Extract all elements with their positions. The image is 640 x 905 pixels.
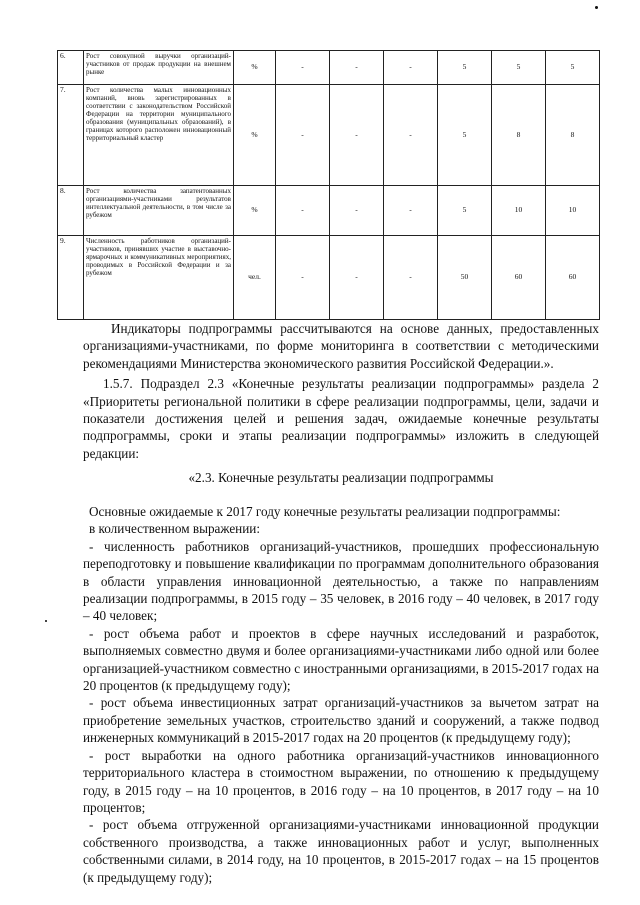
value-cell: 50	[438, 236, 492, 320]
value-cell: -	[384, 85, 438, 186]
text-block-2	[83, 503, 599, 886]
value-cell: -	[330, 85, 384, 186]
table-row	[58, 186, 600, 236]
list-item: - рост выработки на одного работника организаций-участников инновационного территориального кластера в стоимостном выражении, по отношению к предыдущему году, в 2015 году – на 10 процентов, в 2016 году – на 10 процентов, в 2017 году – на 10 процентов;	[83, 747, 599, 815]
paragraph-indicators-note: Индикаторы подпрограммы рассчитываются на основе данных, предоставленных организациями-участниками, по форме мониторинга в соответствии с методическими рекомендациями Министерства экономического развития Российской Федерации.».	[83, 321, 599, 371]
row-number: 7.	[58, 85, 84, 186]
value-cell: -	[276, 186, 330, 236]
list-item: - рост объема работ и проектов в сфере научных исследований и разработок, выполняемых совместно двумя и более организациями-участниками либо одной или более организацией-участником совместно с иностранными организациями, в 2015-2017 годах на 20 процентов (к предыдущему году);	[83, 625, 599, 694]
value-cell: -	[330, 51, 384, 85]
page-dot-mark	[595, 6, 598, 9]
indicator-name: Рост совокупной выручки организаций-участников от продаж продукции на внешнем рынке	[84, 51, 234, 85]
table-row	[58, 51, 600, 85]
value-cell: 5	[546, 51, 600, 85]
indicators-table	[57, 50, 600, 320]
value-cell: 5	[438, 85, 492, 186]
paragraph-amendment: 1.5.7. Подраздел 2.3 «Конечные результаты реализации подпрограммы» раздела 2 «Приоритеты региональной политики в сфере реализации подпрограммы, цели, задачи и показатели достижения целей и решения задач, ожидаемые конечные результаты подпрограммы, сроки и этапы реализации подпрограммы» изложить в следующей редакции:	[83, 376, 599, 461]
value-cell: 60	[546, 236, 600, 320]
value-cell: 5	[492, 51, 546, 85]
list-item: - рост объема отгруженной организациями-участниками инновационной продукции собственного производства, а также инновационных работ и услуг, выполненных собственными силами, в 2014 году, на 10 процентов, в 2015-2017 годах – на 15 процентов (к предыдущему году);	[83, 817, 599, 885]
section-heading-block	[83, 469, 599, 486]
indicator-name: Рост количества малых инновационных компаний, вновь зарегистрированных в соответствии с законодательством Российской Федерации на территории муниципального образования (муниципальных образований), в границах которого расположен инновационный территориальный кластер	[84, 85, 234, 186]
table-row	[58, 236, 600, 320]
value-cell: 60	[492, 236, 546, 320]
value-cell: -	[384, 186, 438, 236]
value-cell: -	[276, 51, 330, 85]
value-cell: -	[330, 236, 384, 320]
value-cell: 10	[546, 186, 600, 236]
value-cell: -	[384, 51, 438, 85]
list-item: - численность работников организаций-участников, прошедших профессиональную переподготовку и повышение квалификации по программам дополнительного образования в области управления инновационной деятельностью, а также по направлениям реализации подпрограммы, в 2015 году – 35 человек, в 2016 году – 40 человек, в 2017 году – 40 человек;	[83, 538, 599, 624]
value-cell: -	[276, 236, 330, 320]
value-cell: 8	[492, 85, 546, 186]
section-heading: «2.3. Конечные результаты реализации подпрограммы	[188, 470, 494, 485]
value-cell: 8	[546, 85, 600, 186]
indicator-name: Численность работников организаций-участников, принявших участие в выставочно-ярмарочных и коммуникативных мероприятиях, проводимых в Российской Федерации и за рубежом	[84, 236, 234, 320]
unit: %	[234, 186, 276, 236]
list-item: - рост объема инвестиционных затрат организаций-участников за вычетом затрат на приобретение земельных участков, строительство зданий и сооружений, а также подвод инженерных коммуникаций в 2015-2017 годах на 20 процентов (к предыдущему году);	[83, 695, 599, 746]
unit: %	[234, 51, 276, 85]
value-cell: 10	[492, 186, 546, 236]
row-number: 8.	[58, 186, 84, 236]
value-cell: -	[384, 236, 438, 320]
value-cell: -	[276, 85, 330, 186]
text-block-1	[83, 320, 599, 462]
paragraph-intro: Основные ожидаемые к 2017 году конечные результаты реализации подпрограммы:	[89, 504, 561, 519]
table-row	[58, 85, 600, 186]
unit: чел.	[234, 236, 276, 320]
row-number: 6.	[58, 51, 84, 85]
value-cell: 5	[438, 51, 492, 85]
unit: %	[234, 85, 276, 186]
value-cell: -	[330, 186, 384, 236]
indicator-name: Рост количества запатентованных организациями-участниками результатов интеллектуальной деятельности, в том числе за рубежом	[84, 186, 234, 236]
row-number: 9.	[58, 236, 84, 320]
value-cell: 5	[438, 186, 492, 236]
paragraph-quantitative: в количественном выражении:	[89, 521, 261, 537]
margin-mark	[45, 620, 47, 622]
